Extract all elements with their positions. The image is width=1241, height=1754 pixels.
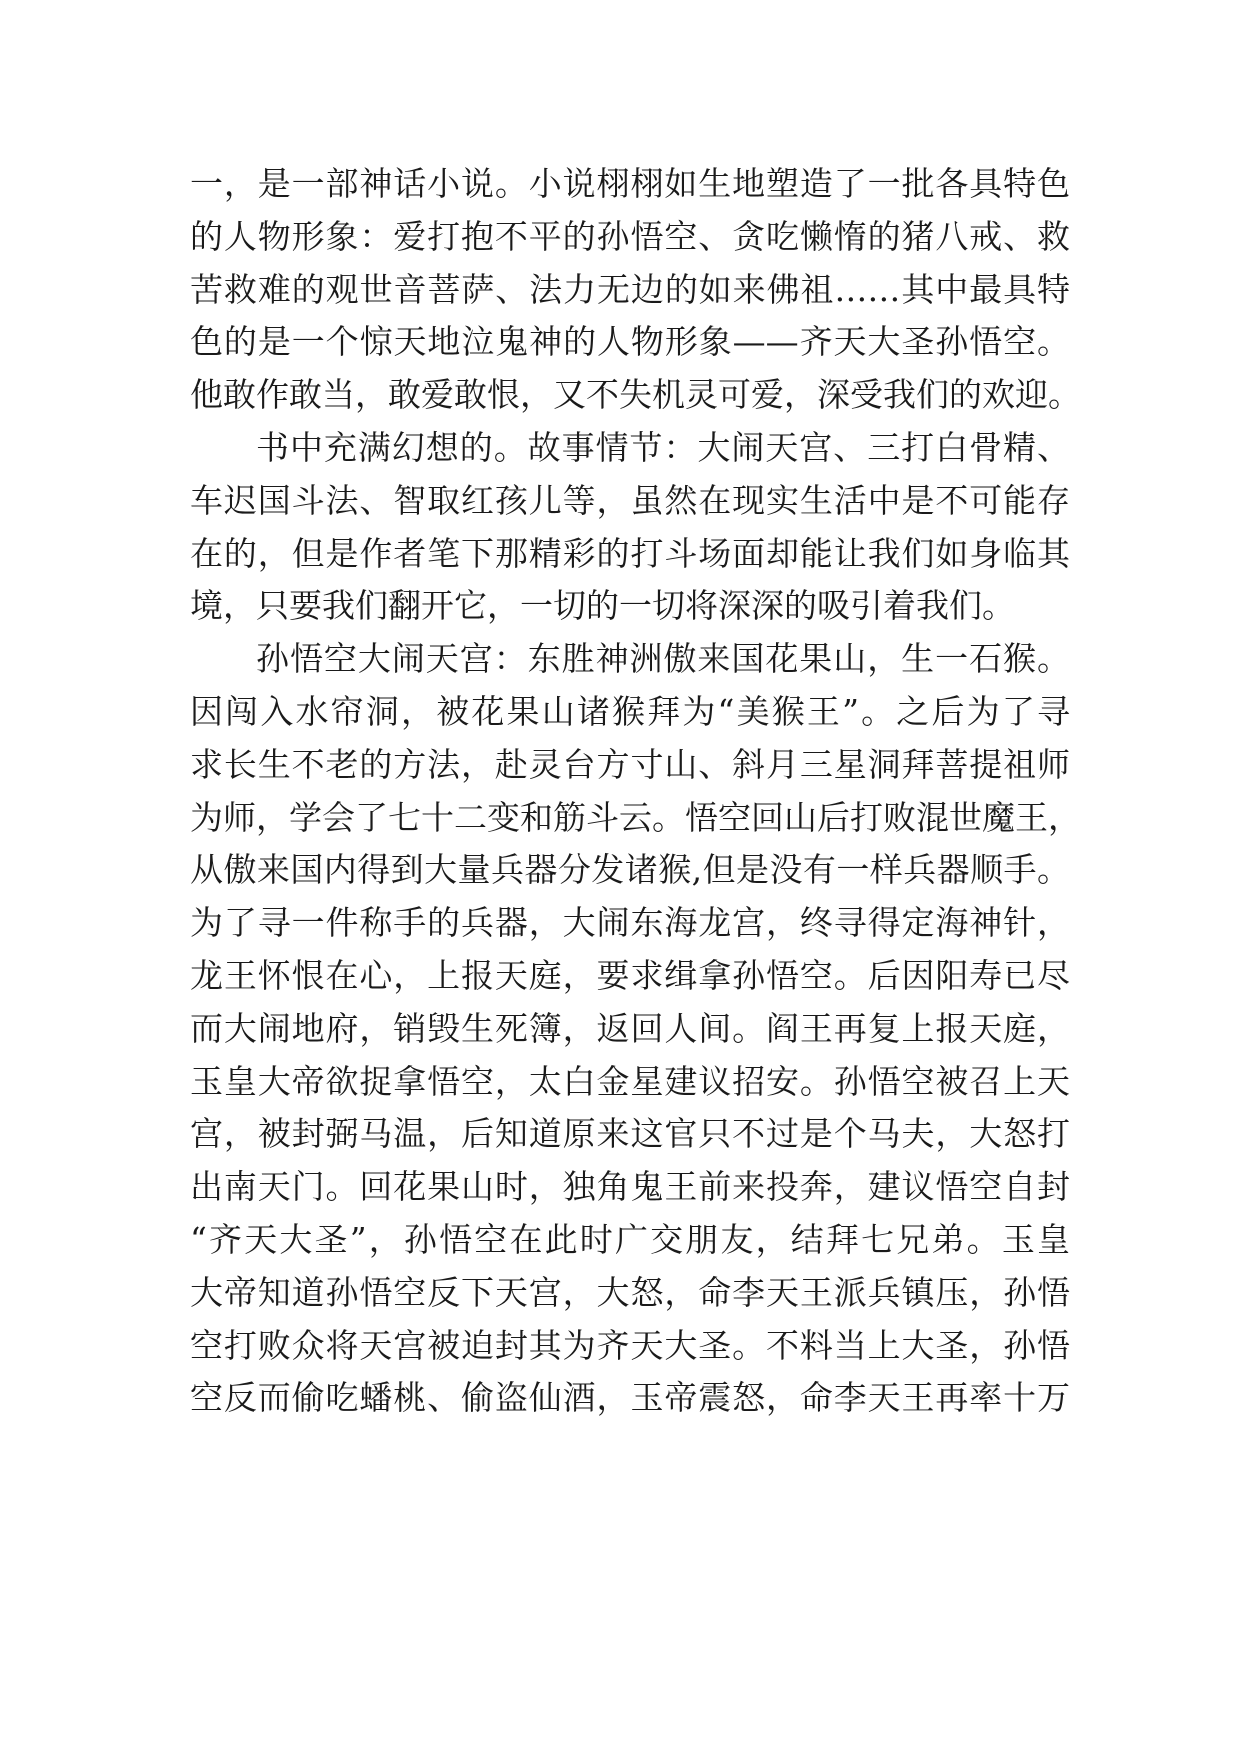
text-line: “齐天大圣”，孙悟空在此时广交朋友，结拜七兄弟。玉皇 — [190, 1219, 1070, 1259]
text-line: 苦救难的观世音菩萨、法力无边的如来佛祖……其中最具特 — [190, 269, 1070, 309]
text-line: 一，是一部神话小说。小说栩栩如生地塑造了一批各具特色 — [190, 164, 1070, 203]
body-text — [190, 158, 1081, 1425]
text-line: 孙悟空大闹天宫：东胜神洲傲来国花果山，生一石猴。 — [256, 639, 1070, 679]
text-line: 在的，但是作者笔下那精彩的打斗场面却能让我们如身临其 — [190, 533, 1070, 573]
text-line: 求长生不老的方法，赴灵台方寸山、斜月三星洞拜菩提祖师 — [190, 744, 1070, 784]
text-line: 车迟国斗法、智取红孩儿等，虽然在现实生活中是不可能存 — [190, 480, 1070, 520]
text-line: 从傲来国内得到大量兵器分发诸猴,但是没有一样兵器顺手。 — [190, 850, 1070, 890]
text-line: 出南天门。回花果山时，独角鬼王前来投奔，建议悟空自封 — [190, 1167, 1070, 1207]
text-line: 他敢作敢当，敢爱敢恨，又不失机灵可爱，深受我们的欢迎。 — [190, 375, 1081, 415]
text-line: 空打败众将天宫被迫封其为齐天大圣。不料当上大圣，孙悟 — [190, 1325, 1070, 1365]
text-line: 因闯入水帘洞，被花果山诸猴拜为“美猴王”。之后为了寻 — [190, 691, 1070, 731]
text-line: 为师，学会了七十二变和筋斗云。悟空回山后打败混世魔王， — [190, 797, 1081, 837]
text-line: 为了寻一件称手的兵器，大闹东海龙宫，终寻得定海神针， — [190, 903, 1070, 943]
text-line: 玉皇大帝欲捉拿悟空，太白金星建议招安。孙悟空被召上天 — [190, 1061, 1070, 1101]
text-line: 境，只要我们翻开它，一切的一切将深深的吸引着我们。 — [190, 586, 1015, 626]
text-line: 大帝知道孙悟空反下天宫，大怒，命李天王派兵镇压，孙悟 — [190, 1272, 1070, 1312]
text-line: 宫，被封弼马温，后知道原来这官只不过是个马夫，大怒打 — [190, 1114, 1070, 1154]
text-line: 的人物形象：爱打抱不平的孙悟空、贪吃懒惰的猪八戒、救 — [190, 216, 1070, 256]
text-line: 色的是一个惊天地泣鬼神的人物形象——齐天大圣孙悟空。 — [190, 322, 1070, 362]
text-line: 书中充满幻想的。故事情节：大闹天宫、三打白骨精、 — [256, 427, 1070, 467]
text-line: 龙王怀恨在心，上报天庭，要求缉拿孙悟空。后因阳寿已尽 — [190, 955, 1070, 995]
text-line: 空反而偷吃蟠桃、偷盗仙酒，玉帝震怒，命李天王再率十万 — [190, 1378, 1070, 1418]
text-line: 而大闹地府，销毁生死簿，返回人间。阎王再复上报天庭， — [190, 1008, 1070, 1048]
